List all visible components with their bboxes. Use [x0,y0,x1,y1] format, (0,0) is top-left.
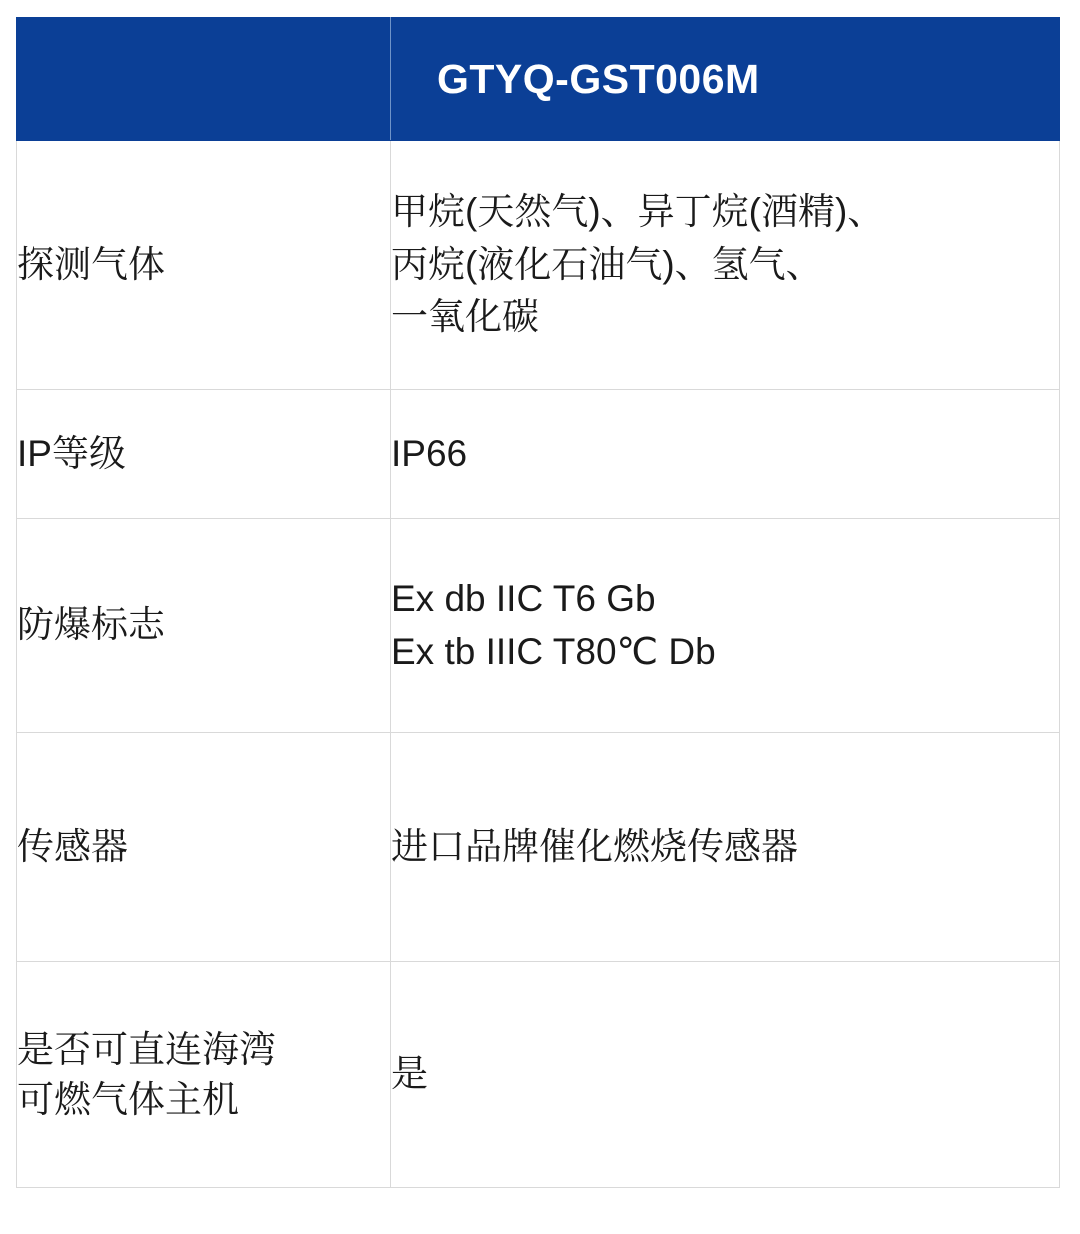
row-value-direct-connect-host [391,962,1060,1188]
value-line: 丙烷(液化石油气)、氢气、 [391,243,823,285]
table-row [17,141,1060,390]
row-value-detected-gas [391,141,1060,390]
value-line: Ex tb IIIC T80℃ Db [391,630,716,672]
table-header-row [17,18,1060,141]
value-line: 是 [391,1053,428,1095]
row-value-explosion-proof-mark [391,519,1060,733]
value-line: Ex db IIC T6 Gb [391,577,656,619]
value-line: 进口品牌催化燃烧传感器 [391,825,798,867]
value-line: 甲烷(天然气)、异丁烷(酒精)、 [391,191,885,233]
row-label-direct-connect-host [17,962,391,1188]
row-label-sensor: 传感器 [17,733,391,962]
row-label-ip-rating: IP等级 [17,390,391,519]
table-row [17,390,1060,519]
label-line: 是否可直连海湾 [17,1028,276,1070]
table-row [17,519,1060,733]
specification-table [16,17,1060,1188]
row-label-detected-gas: 探测气体 [17,141,391,390]
row-value-sensor [391,733,1060,962]
label-line: 可燃气体主机 [17,1078,239,1120]
row-value-ip-rating [391,390,1060,519]
table-row [17,733,1060,962]
value-line: IP66 [391,432,468,474]
table-row [17,962,1060,1188]
value-line: 一氧化碳 [391,296,539,338]
header-cell-model: GTYQ-GST006M [391,18,1060,141]
header-cell-empty [17,18,391,141]
row-label-explosion-proof-mark: 防爆标志 [17,519,391,733]
